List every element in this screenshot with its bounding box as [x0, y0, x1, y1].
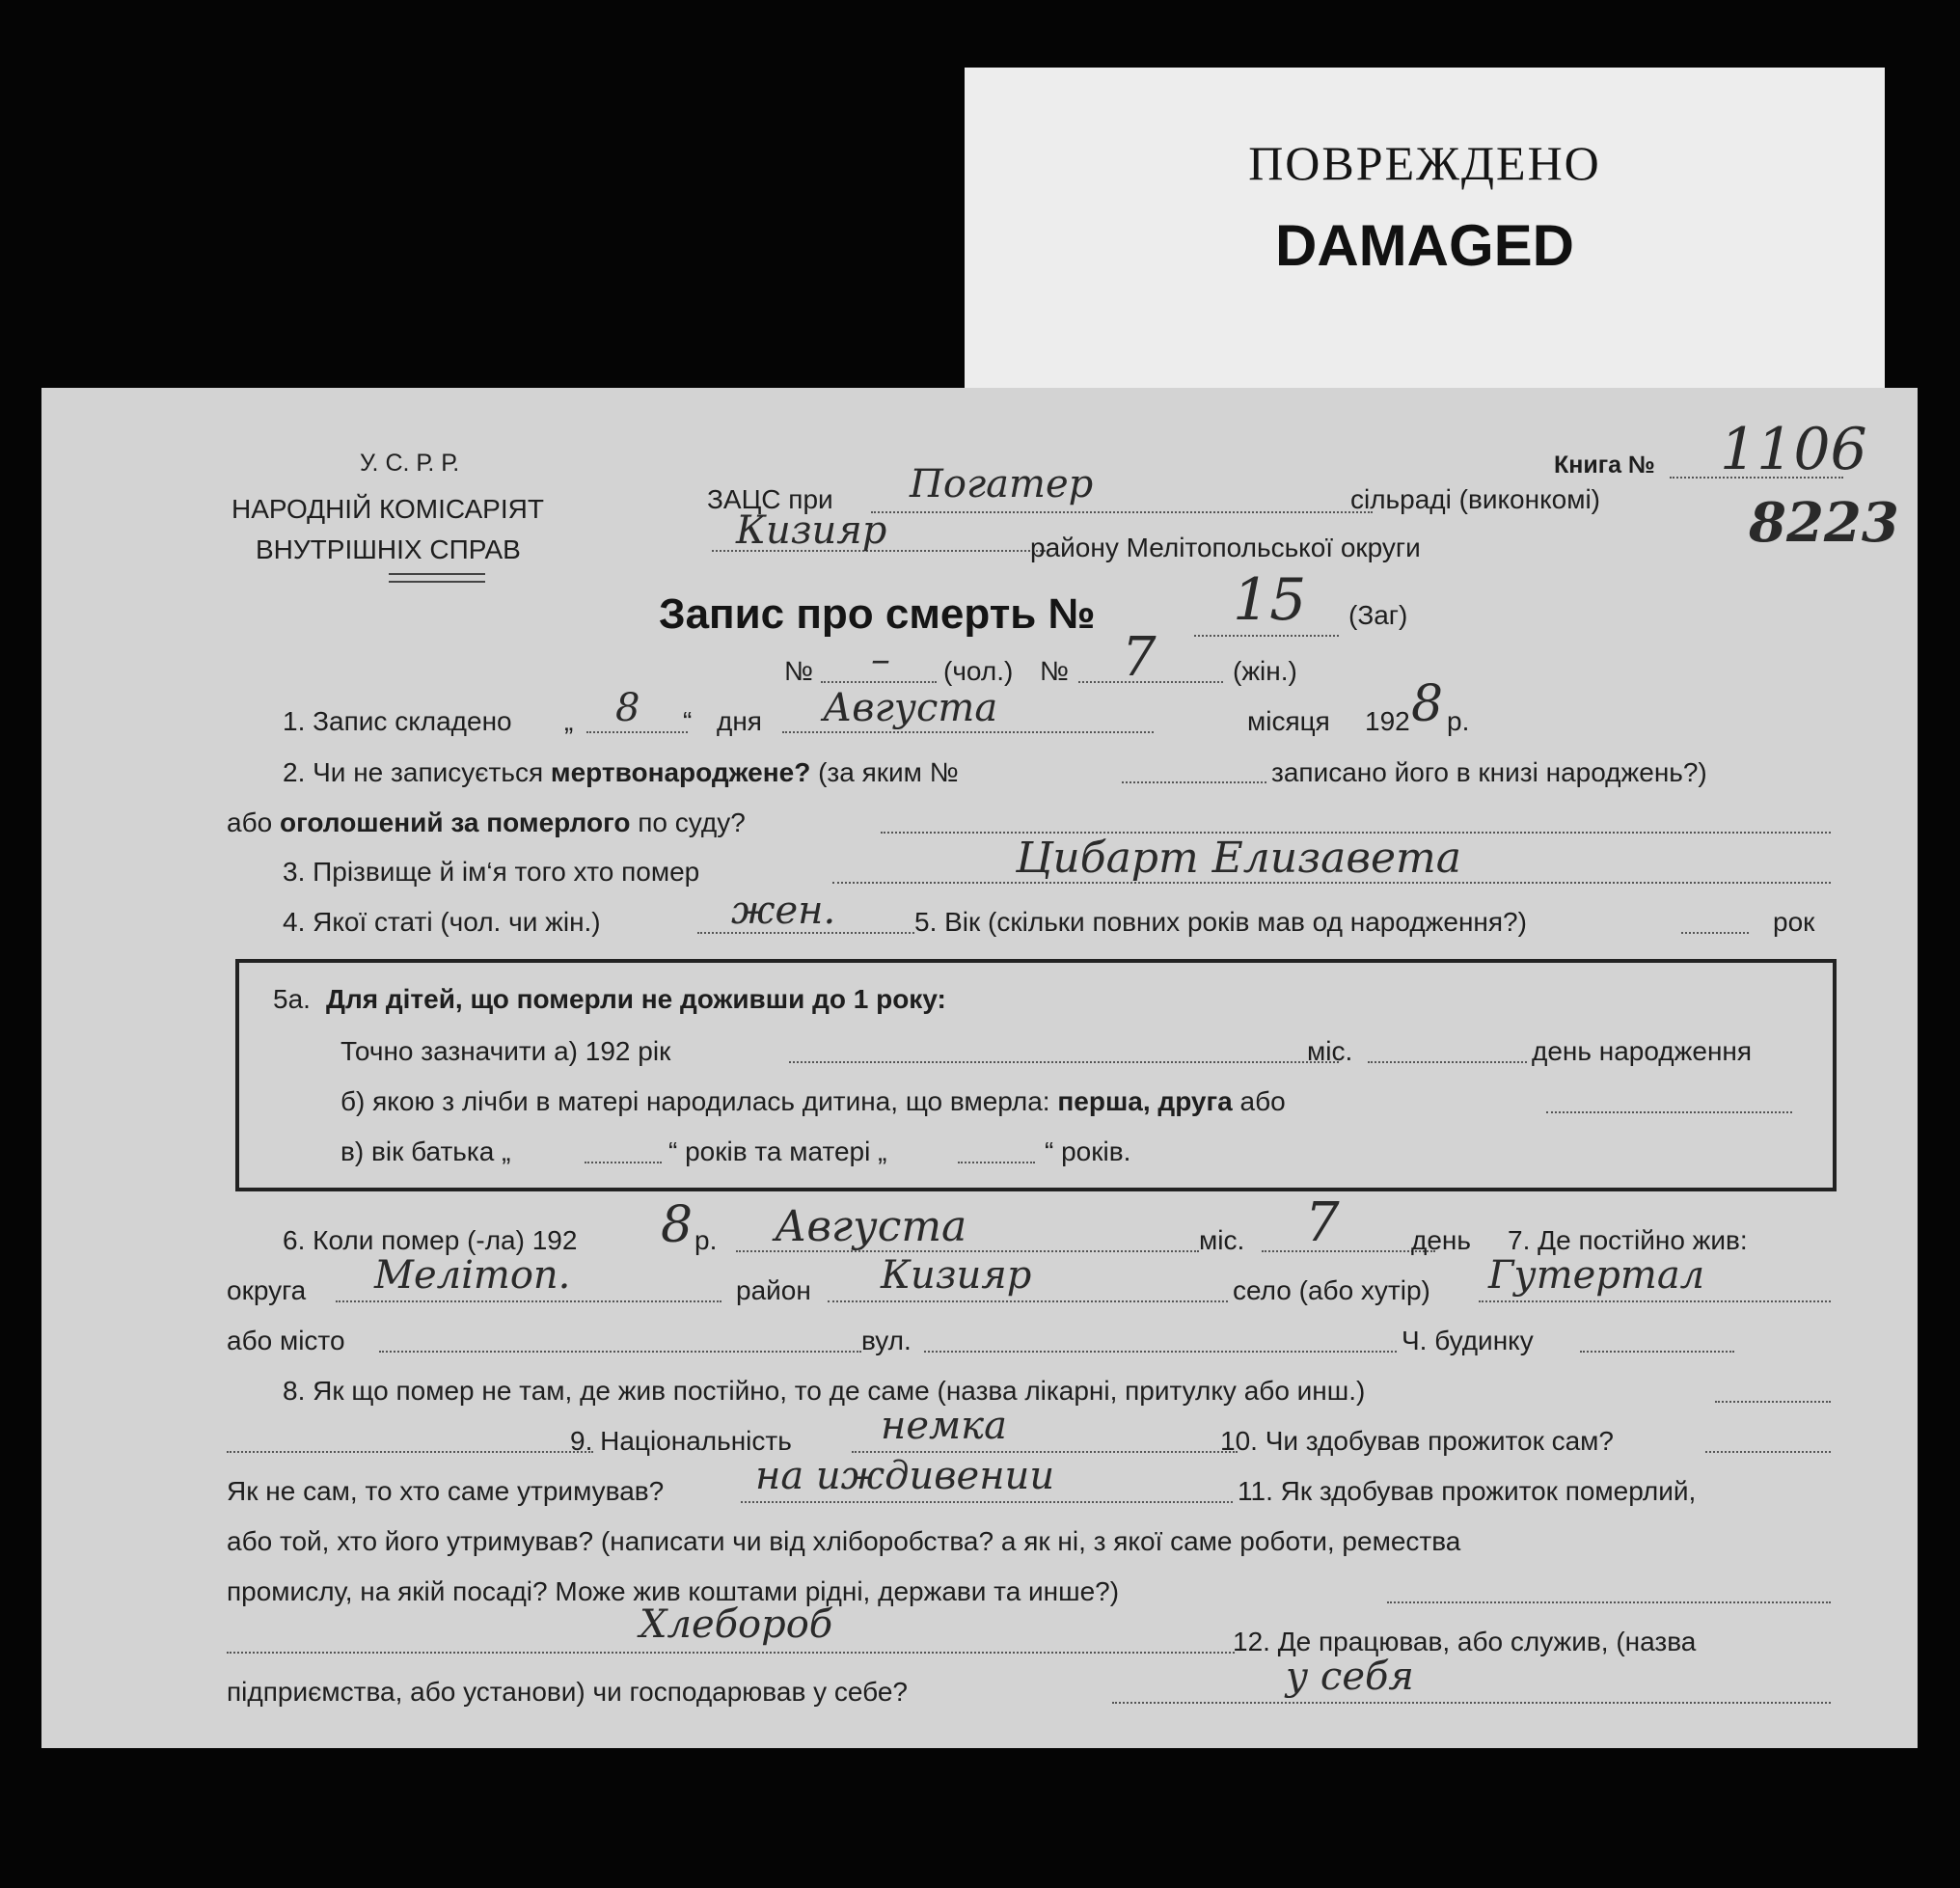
q5a-mis: міс.	[1307, 1036, 1353, 1066]
q7-rayon-value: Кизияр	[881, 1253, 1032, 1298]
record-number: 15	[1233, 566, 1307, 634]
q6-month: Августа	[775, 1202, 967, 1251]
header-rule-2	[389, 581, 485, 583]
q1-year-digit: 8	[1411, 675, 1444, 733]
q7-vul: вул.	[861, 1326, 912, 1355]
female-no-value: 7	[1122, 626, 1157, 689]
q2-label	[283, 759, 959, 786]
q1-month: Августа	[823, 686, 998, 730]
male-label: (чол.)	[943, 656, 1014, 686]
q12b-value: у себя	[1286, 1655, 1414, 1699]
q2-text-c: записано його в книзі народжень?)	[1271, 757, 1707, 787]
q7-okruga: округа	[227, 1275, 307, 1305]
archive-number: 8223	[1749, 491, 1899, 555]
q5a-line-b-text: б) якою з лічби в матері народилась дитина, що вмерла:	[340, 1086, 1050, 1116]
q5a-year-dots	[789, 1061, 1339, 1063]
q11c-dots	[1387, 1601, 1831, 1603]
q9-label: 9. Національність	[570, 1426, 792, 1456]
q7-label: 7. Де постійно жив:	[1508, 1225, 1748, 1255]
q2b-text-b: по суду?	[638, 807, 746, 837]
title-dots	[1194, 635, 1339, 637]
q5a-day-dots	[1368, 1061, 1527, 1063]
q5a-num: 5а.	[273, 984, 311, 1014]
q5a-line-c-a: в) вік батька „	[340, 1136, 511, 1166]
q2-text-b: (за яким №	[818, 757, 959, 787]
male-no-value: –	[871, 638, 890, 682]
q5a-line-b	[340, 1088, 1286, 1115]
q1-year-suffix: р.	[1447, 706, 1470, 736]
q6-day-word: день	[1411, 1225, 1471, 1255]
q7-okruga-value: Мелітоп.	[374, 1253, 571, 1298]
damaged-label-ru: ПОВРЕЖДЕНО	[1248, 136, 1601, 190]
q12b-dots	[1112, 1702, 1831, 1704]
q6-year-suffix: р.	[694, 1225, 718, 1255]
q7-selo-dots	[1479, 1300, 1831, 1302]
title-label: Запис про смерть №	[659, 590, 1096, 638]
q11d-value: Хлебороб	[640, 1602, 833, 1647]
q10b-label: Як не сам, то хто саме утримував?	[227, 1476, 665, 1506]
q5-dots	[1681, 932, 1749, 934]
q6-label: 6. Коли помер (-ла) 192	[283, 1225, 578, 1255]
republic-label: У. С. Р. Р.	[360, 450, 460, 477]
q1-day-dots	[586, 731, 688, 733]
q5a-line-c-c: “ років.	[1045, 1136, 1131, 1166]
q1-month-dots	[782, 731, 1154, 733]
book-label: Книга №	[1554, 451, 1655, 479]
q5a-line-c-b: “ років та матері „	[668, 1136, 887, 1166]
male-no-label: №	[784, 656, 814, 686]
commissariat-line2: ВНУТРІШНІХ СПРАВ	[256, 534, 521, 564]
damaged-flag-card	[965, 68, 1885, 400]
q7-selo: село (або хутір)	[1233, 1275, 1430, 1305]
q1-open-quote: „	[564, 706, 574, 736]
q6-day: 7	[1305, 1191, 1340, 1254]
book-value: 1106	[1720, 416, 1867, 483]
q11b-label: або той, хто його утримував? (написати чи від хліборобства? а як ні, з якої саме роботи, ремества	[227, 1526, 1461, 1556]
q2-text-a: 2. Чи не записується	[283, 757, 544, 787]
q9-dots	[852, 1451, 1238, 1453]
q7-okruga-dots	[336, 1300, 721, 1302]
q10-label: 10. Чи здобував прожиток сам?	[1220, 1426, 1614, 1456]
record-title	[659, 590, 1096, 639]
q7-rayon: район	[736, 1275, 811, 1305]
q5-unit: рок	[1773, 907, 1815, 937]
q1-month-word: місяця	[1247, 706, 1330, 736]
q3-label: 3. Прізвище й ім‘я того хто помер	[283, 857, 700, 887]
q6-year-digit: 8	[661, 1196, 694, 1254]
female-label: (жін.)	[1233, 656, 1297, 686]
q2-dots	[1122, 781, 1266, 783]
q7-misto: або місто	[227, 1326, 345, 1355]
header-rule-1	[389, 573, 485, 575]
q5-label: 5. Вік (скільки повних років мав од народження?)	[914, 907, 1527, 937]
q7-budynku: Ч. будинку	[1402, 1326, 1534, 1355]
q6-day-dots	[1262, 1250, 1435, 1252]
q7-misto-dots	[379, 1351, 861, 1353]
q5a-line-a: Точно зазначити а) 192 рік	[340, 1036, 671, 1066]
district-value: Кизияр	[736, 508, 887, 553]
q8-dots-2	[227, 1451, 593, 1453]
q1-day: 8	[615, 686, 640, 730]
q6-mis: міс.	[1199, 1225, 1245, 1255]
q1-day-word: дня	[717, 706, 762, 736]
q2b-bold: оголошений за померлого	[279, 807, 631, 837]
q2b-label	[227, 809, 746, 836]
q10b-dots	[741, 1501, 1233, 1503]
q12-label: 12. Де працював, або служив, (назва	[1233, 1627, 1697, 1656]
q8-dots-1	[1715, 1401, 1831, 1403]
q9-value: немка	[881, 1404, 1007, 1448]
q5a-title: Для дітей, що померли не доживши до 1 року:	[326, 984, 946, 1014]
title-suffix: (Заг)	[1348, 600, 1408, 630]
q3-value: Цибарт Елизавета	[1016, 834, 1461, 883]
q1-close-quote: “	[683, 706, 693, 736]
q11c-label: промислу, на якій посаді? Може жив коштами рідні, держави та инше?)	[227, 1576, 1120, 1606]
q4-value: жен.	[731, 889, 836, 933]
q8-label: 8. Як що помер не там, де жив постійно, то де саме (назва лікарні, притулку або инш.)	[283, 1376, 1366, 1406]
q2-bold: мертвонароджене?	[550, 757, 811, 787]
zags-prefix: ЗАЦС при	[707, 484, 833, 514]
q5a-line-b-bold: перша, друга	[1057, 1086, 1233, 1116]
zags-dots	[871, 511, 1373, 513]
q7-rayon-dots	[828, 1300, 1228, 1302]
q11d-dots	[227, 1652, 1235, 1654]
q7-vul-dots	[924, 1351, 1397, 1353]
q10-dots	[1705, 1451, 1831, 1453]
zags-value: Погатер	[910, 462, 1094, 506]
q5a-mother-dots	[958, 1162, 1035, 1163]
q1-label: 1. Запис складено	[283, 706, 512, 736]
q5a-line-b-end: або	[1239, 1086, 1286, 1116]
q2b-text-a: або	[227, 807, 273, 837]
damaged-label-en: DAMAGED	[1275, 213, 1574, 278]
female-no-label: №	[1040, 656, 1070, 686]
q11-label: 11. Як здобував прожиток померлий,	[1238, 1476, 1697, 1506]
q5a-order-dots	[1546, 1111, 1792, 1113]
commissariat-line1: НАРОДНІЙ КОМІСАРІЯТ	[231, 494, 544, 524]
q12b-label: підприємства, або установи) чи господарював у себе?	[227, 1677, 909, 1707]
q7-selo-value: Гутертал	[1488, 1253, 1705, 1298]
death-record-form	[41, 388, 1918, 1748]
q4-label: 4. Якої статі (чол. чи жін.)	[283, 907, 601, 937]
q5a-line-a-end: день народження	[1532, 1036, 1753, 1066]
zags-suffix: сільраді (виконкомі)	[1350, 484, 1600, 514]
district-suffix: району Мелітопольської округи	[1030, 533, 1421, 562]
q5a-father-dots	[585, 1162, 662, 1163]
q1-year-prefix: 192	[1365, 706, 1410, 736]
q10b-value: на иждивении	[755, 1454, 1055, 1498]
q7-budynku-dots	[1580, 1351, 1734, 1353]
